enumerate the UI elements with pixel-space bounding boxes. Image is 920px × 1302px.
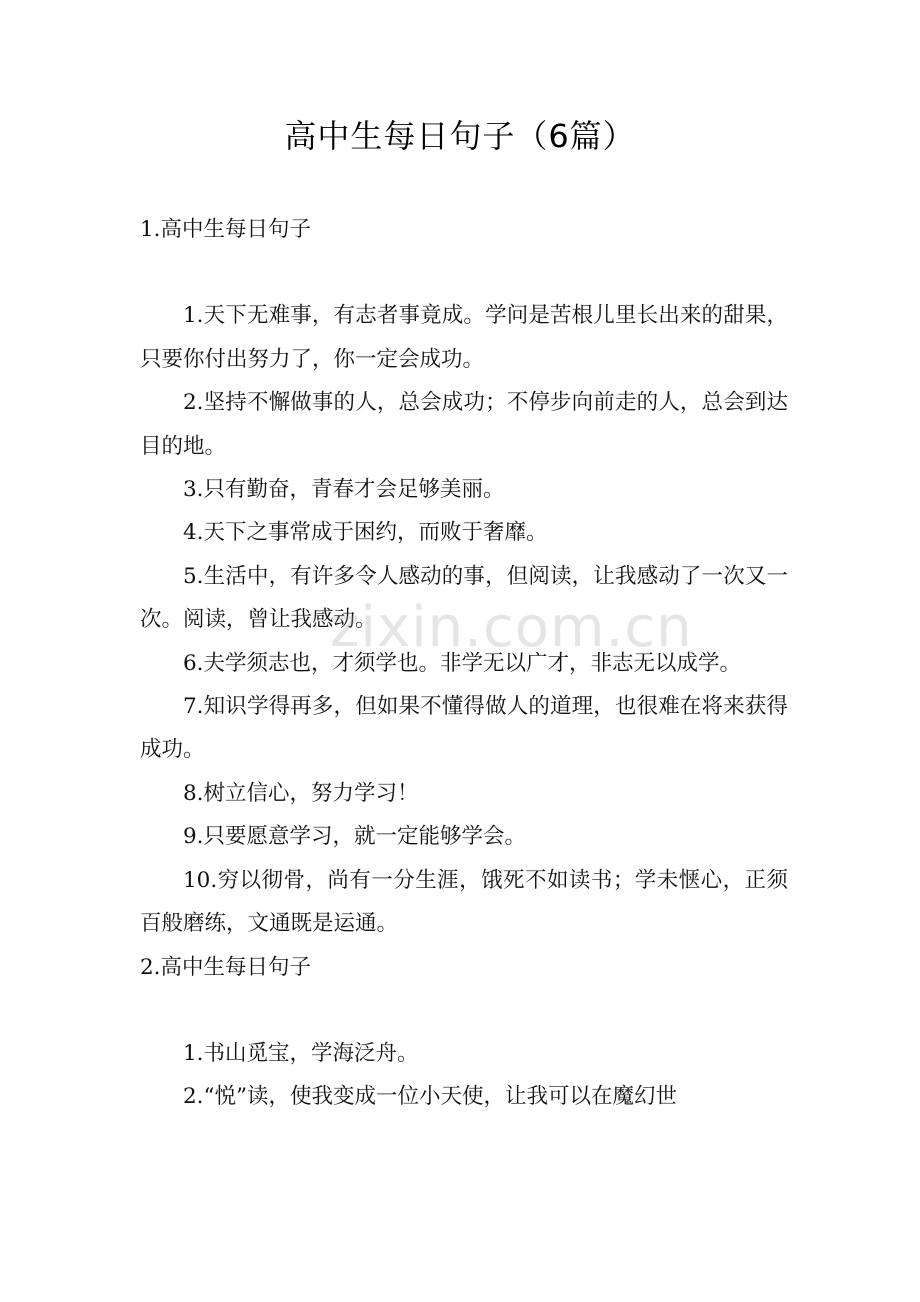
sentence-item: 5.生活中，有许多令人感动的事，但阅读，让我感动了一次又一次。阅读，曾让我感动。 — [140, 563, 788, 633]
sentence-item: 3.只有勤奋，青春才会足够美丽。 — [183, 477, 505, 503]
document-body — [140, 208, 788, 1119]
sentence-item: 10.穷以彻骨，尚有一分生涯，饿死不如读书；学未惬心，正须百般磨练，文通既是运通。 — [140, 867, 788, 937]
section-heading-2: 2.高中生每日句子 — [140, 954, 312, 980]
sentence-item: 2.坚持不懈做事的人，总会成功；不停步向前走的人，总会到达目的地。 — [140, 390, 788, 459]
watermark-text: zixin.com.cn — [330, 595, 693, 660]
sentence-item: 1.天下无难事，有志者事竟成。学问是苦根儿里长出来的甜果，只要你付出努力了，你一定会成功。 — [140, 303, 788, 372]
section-heading-1: 1.高中生每日句子 — [140, 217, 312, 242]
sentence-item: 1.书山觅宝，学海泛舟。 — [183, 1040, 419, 1066]
sentence-item: 9.只要愿意学习，就一定能够学会。 — [183, 824, 527, 850]
sentence-item: 8.树立信心，努力学习！ — [183, 780, 419, 806]
document-title: 高中生每日句子（6篇） — [284, 117, 636, 155]
sentence-item: 4.天下之事常成于困约，而败于奢靡。 — [183, 520, 548, 546]
sentence-item: 7.知识学得再多，但如果不懂得做人的道理，也很难在将来获得成功。 — [140, 694, 788, 763]
sentence-item: 2.“悦”读，使我变成一位小天使，让我可以在魔幻世 — [183, 1084, 677, 1110]
sentence-item: 6.夫学须志也，才须学也。非学无以广才，非志无以成学。 — [183, 650, 742, 676]
